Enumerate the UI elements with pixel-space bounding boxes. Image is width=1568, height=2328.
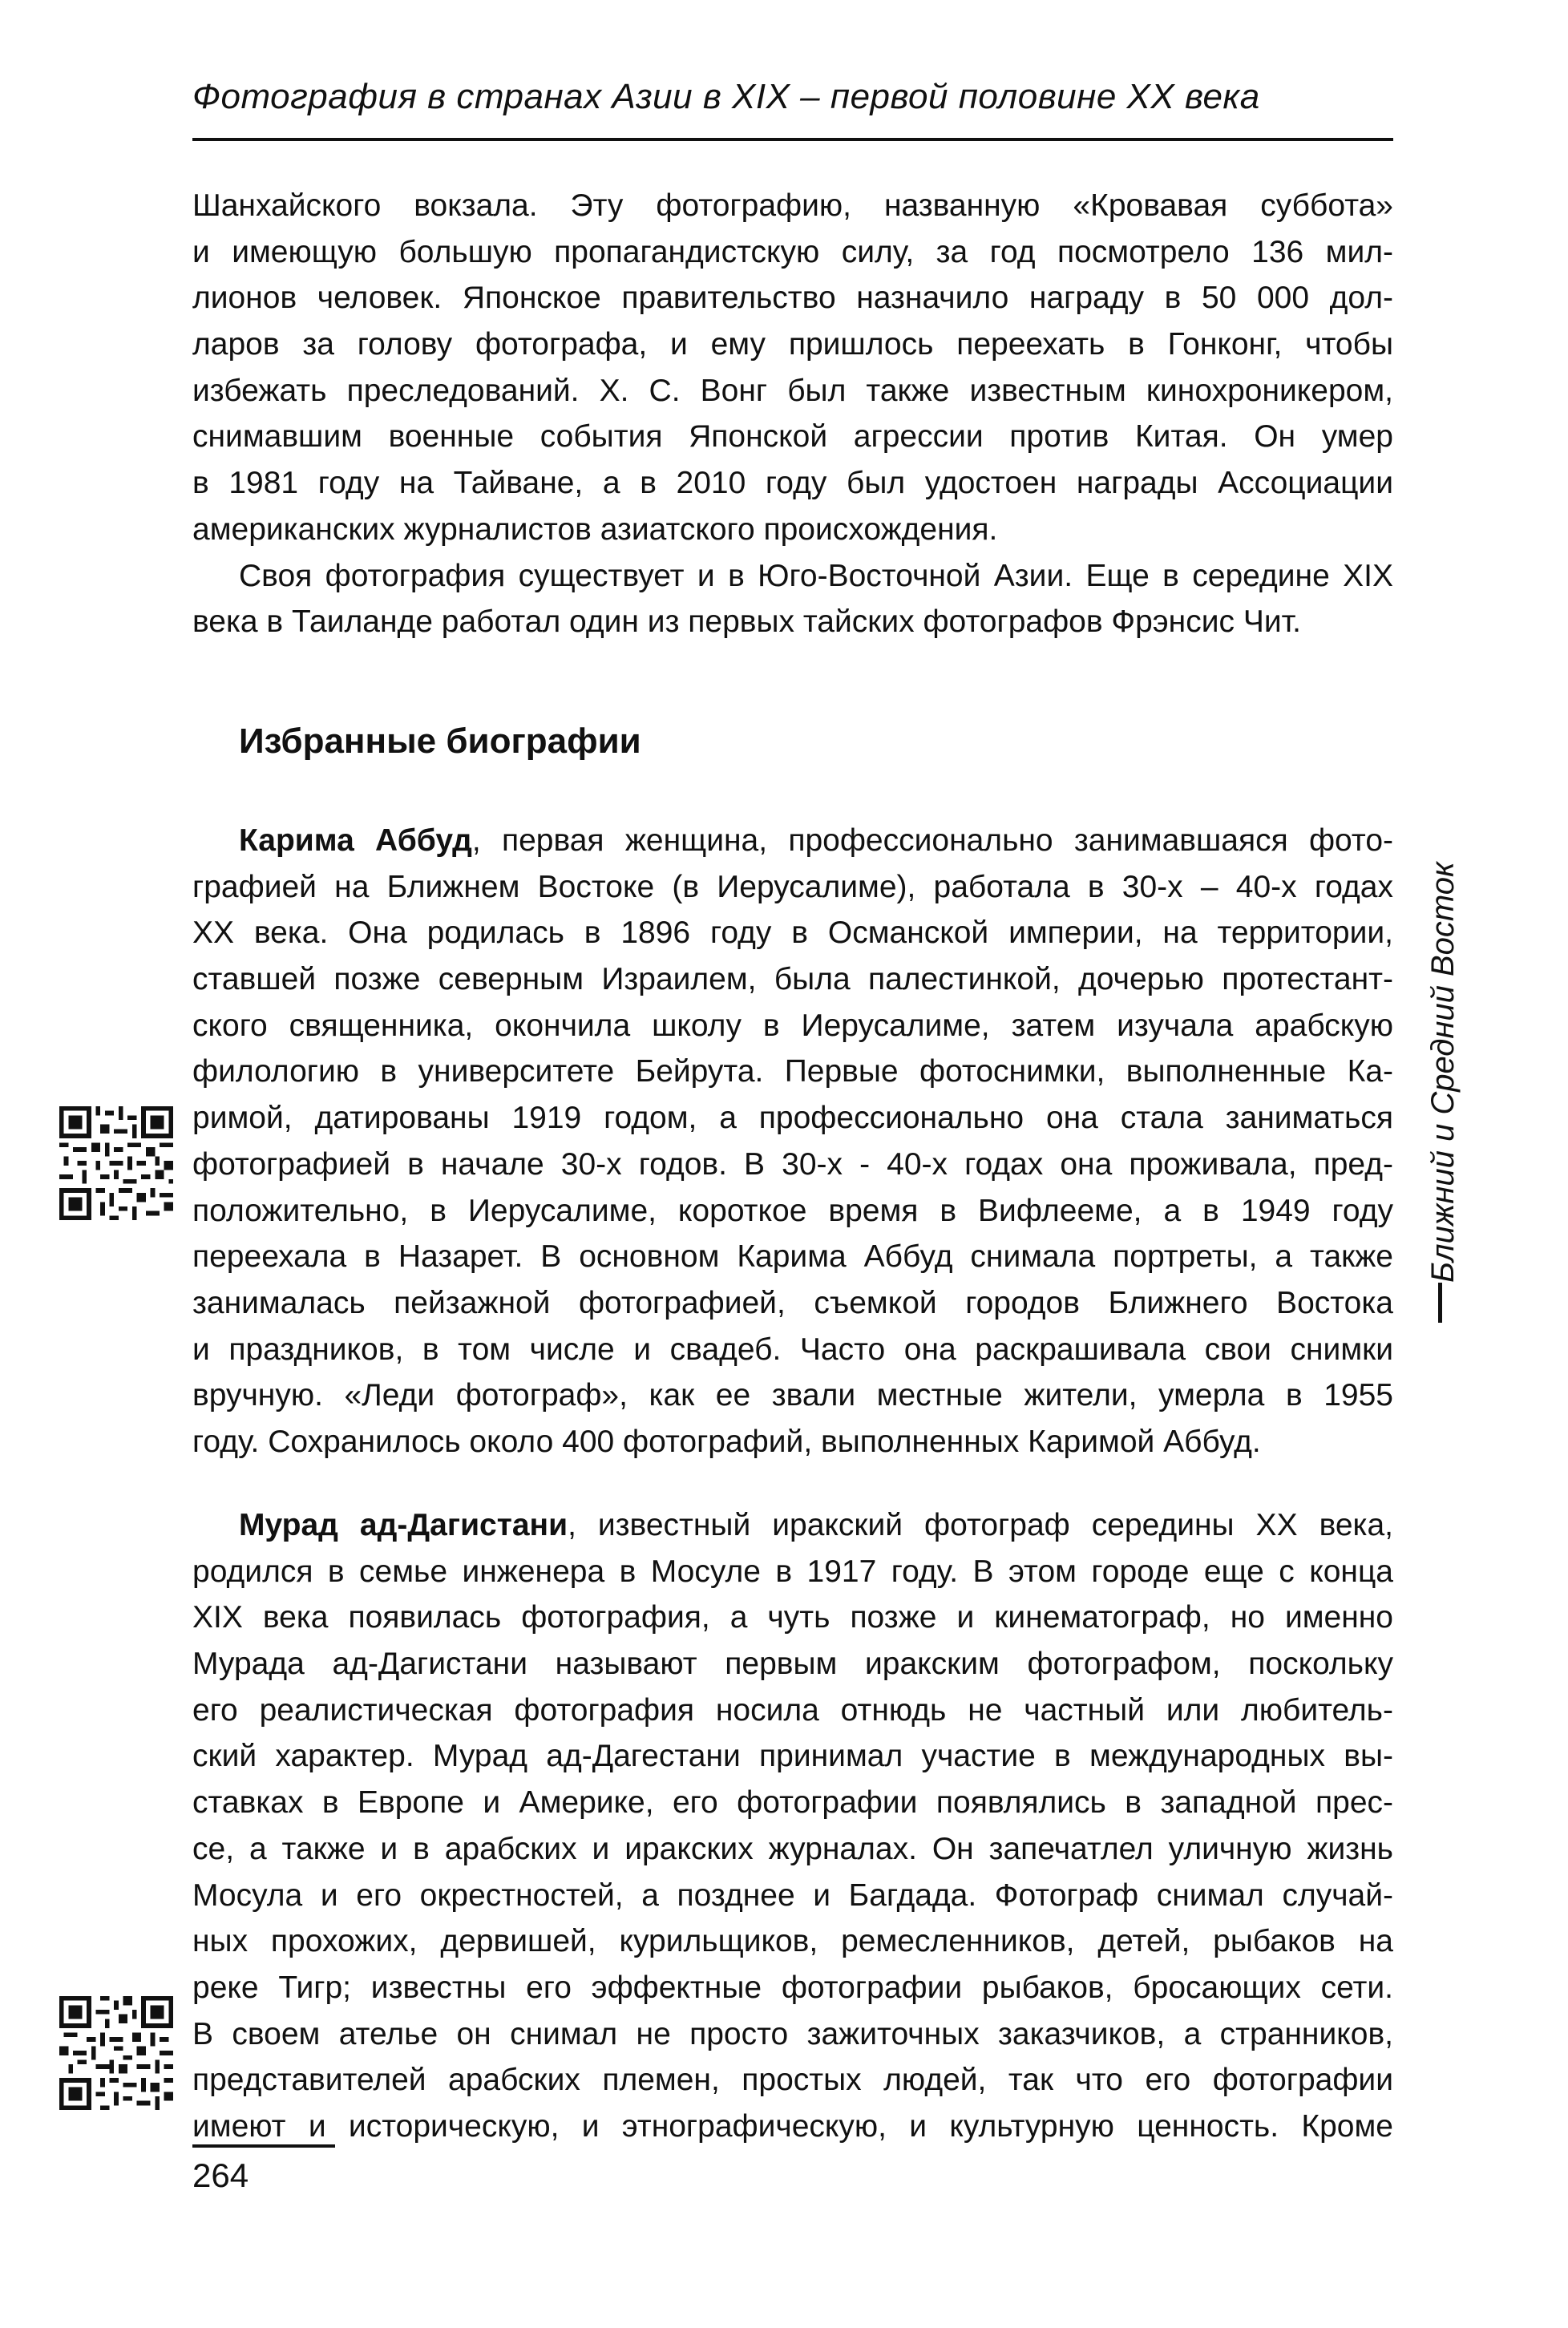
text-line: се, а также и в арабских и иракских журналах. Он запечатлел уличную жизнь: [192, 1831, 1393, 1866]
text-line: XIX века появилась фотография, а чуть позже и кинематограф, но именно: [192, 1600, 1393, 1635]
page-number: 264: [192, 2156, 249, 2194]
text-line: ский характер. Мурад ад-Дагестани принимал участие в международных вы-: [192, 1739, 1393, 1774]
text-line: снимавшим военные события Японской агрессии против Китая. Он умер: [192, 419, 1393, 455]
text-line: фотографией в начале 30-х годов. В 30-х - 40-х годах она проживала, пред-: [192, 1146, 1393, 1182]
text-line: вручную. «Леди фотограф», как ее звали местные жители, умерла в 1955: [192, 1378, 1393, 1413]
text-line: родился в семье инженера в Мосуле в 1917 году. В этом городе еще с конца: [192, 1554, 1393, 1589]
text-line: графией на Ближнем Востоке (в Иерусалиме), работала в 30-х – 40-х годах: [192, 869, 1393, 904]
text-line: переехала в Назарет. В основном Карима Аббуд снимала портреты, а также: [192, 1239, 1393, 1275]
text-line: году. Сохранилось около 400 фотографий, выполненных Каримой Аббуд.: [192, 1424, 1261, 1459]
text-line: представителей арабских племен, простых людей, так что его фотографии: [192, 2063, 1393, 2098]
section-heading: Избранные биографии: [239, 721, 641, 761]
person-name: Мурад ад-Дагистани: [239, 1508, 568, 1542]
text-line: В своем ателье он снимал не просто зажиточных заказчиков, а странников,: [192, 2016, 1393, 2051]
text-line: реке Тигр; известны его эффектные фотографии рыбаков, бросающих сети.: [192, 1970, 1393, 2005]
text-line: американских журналистов азиатского происхождения.: [192, 511, 998, 547]
text-line: века в Таиланде работал один из первых тайских фотографов Фрэнсис Чит.: [192, 604, 1301, 640]
text-line: ставшей позже северным Израилем, была палестинкой, дочерью протестант-: [192, 962, 1393, 997]
header-rule: [192, 138, 1393, 141]
text-line: положительно, в Иерусалиме, короткое время в Вифлееме, а в 1949 году: [192, 1193, 1393, 1228]
text-line: филологию в университете Бейрута. Первые фотоснимки, выполненные Ка-: [192, 1054, 1393, 1089]
text-line: ского священника, окончила школу в Иерусалиме, затем изучала арабскую: [192, 1008, 1393, 1043]
text-line: лионов человек. Японское правительство назначило награду в 50 000 дол-: [192, 281, 1393, 316]
qr-code-icon[interactable]: [59, 1996, 173, 2110]
text-line: Мосула и его окрестностей, а позднее и Багдада. Фотограф снимал случай-: [192, 1877, 1393, 1913]
text-line: римой, датированы 1919 годом, а профессионально она стала заниматься: [192, 1101, 1393, 1136]
side-tab-bar: [1438, 1283, 1442, 1323]
qr-code-icon[interactable]: [59, 1106, 173, 1220]
text-line: и имеющую большую пропагандистскую силу, за год посмотрело 136 мил-: [192, 234, 1393, 269]
qr-code-graphic: [59, 1106, 173, 1220]
text-line: в 1981 году на Тайване, а в 2010 году был удостоен награды Ассоциации: [192, 466, 1393, 501]
text-line: и праздников, в том числе и свадеб. Часто она раскрашивала свои снимки: [192, 1332, 1393, 1367]
text-line: имеют и историческую, и этнографическую, и культурную ценность. Кроме: [192, 2108, 1393, 2144]
text-line: XX века. Она родилась в 1896 году в Османской империи, на территории,: [192, 915, 1393, 951]
text-line: ставках в Европе и Америке, его фотографии появлялись в западной прес-: [192, 1785, 1393, 1821]
text-line: Шанхайского вокзала. Эту фотографию, названную «Кровавая суббота»: [192, 188, 1393, 223]
text-line: ларов за голову фотографа, и ему пришлось переехать в Гонконг, чтобы: [192, 327, 1393, 362]
side-tab-label: Ближний и Средний Восток: [1425, 862, 1461, 1283]
biography-abboud: [192, 818, 1393, 1465]
text-line: [192, 818, 1393, 864]
text-line: ных прохожих, дервишей, курильщиков, ремесленников, детей, рыбаков на: [192, 1924, 1393, 1959]
text-line: избежать преследований. Х. С. Вонг был также известным кинохроникером,: [192, 373, 1393, 408]
text-run: , первая женщина, профессионально занимавшаяся фото-: [471, 823, 1393, 858]
intro-text: [192, 183, 1393, 645]
footer-rule: [192, 2144, 335, 2148]
text-line: Своя фотография существует и в Юго-Восточной Азии. Еще в середине XIX: [239, 558, 1393, 593]
text-line: его реалистическая фотография носила отнюдь не частный или любитель-: [192, 1692, 1393, 1728]
text-line: Мурада ад-Дагистани называют первым иракским фотографом, поскольку: [192, 1647, 1393, 1682]
text-line: [192, 1502, 1393, 1549]
text-run: , известный иракский фотограф середины XX века,: [568, 1508, 1393, 1542]
biography-dagestani: [192, 1502, 1393, 2150]
qr-code-graphic: [59, 1996, 173, 2110]
running-head: Фотография в странах Азии в XIX – первой половине XX века: [192, 77, 1260, 116]
text-line: занималась пейзажной фотографией, съемкой городов Ближнего Востока: [192, 1285, 1393, 1320]
person-name: Карима Аббуд: [239, 823, 472, 858]
